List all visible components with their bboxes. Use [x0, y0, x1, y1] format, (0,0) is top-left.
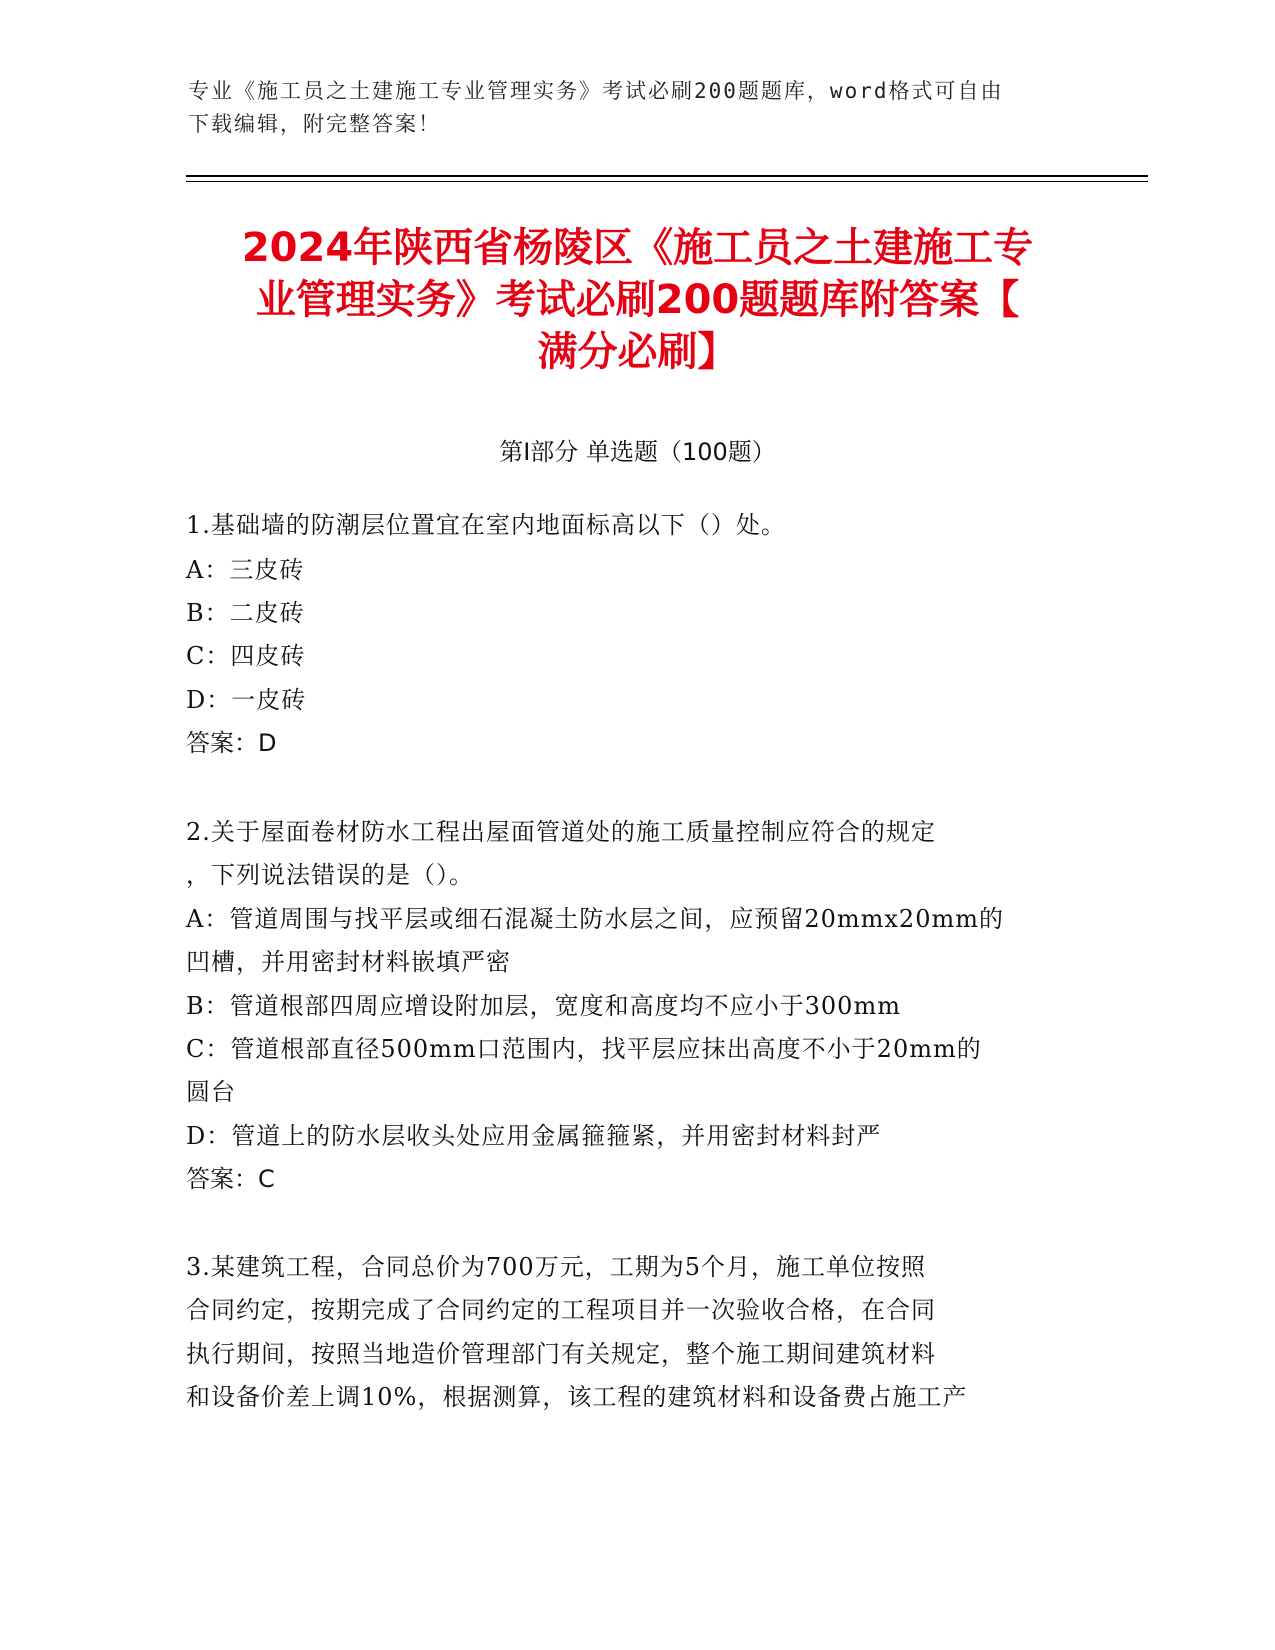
- header-rule-thin: [186, 181, 1148, 182]
- section-heading: 第Ⅰ部分 单选题（100题）: [499, 438, 776, 466]
- question-1-option-b: B：二皮砖: [186, 599, 305, 627]
- title-line-2: 业管理实务》考试必刷200题题库附答案【: [255, 277, 1020, 323]
- question-2-option-a-line-1: A：管道周围与找平层或细石混凝土防水层之间，应预留20mmx20mm的: [186, 905, 1004, 933]
- question-1-option-c: C：四皮砖: [186, 642, 306, 670]
- document-header: [188, 75, 1068, 141]
- question-2-option-d: D：管道上的防水层收头处应用金属箍箍紧，并用密封材料封严: [186, 1122, 882, 1150]
- question-2-option-b: B：管道根部四周应增设附加层，宽度和高度均不应小于300mm: [186, 992, 901, 1020]
- question-2-option-c-line-1: C：管道根部直径500mm口范围内，找平层应抹出高度不小于20mm的: [186, 1035, 982, 1063]
- question-2-option-a-line-2: 凹槽，并用密封材料嵌填严密: [186, 948, 511, 976]
- document-title: [180, 222, 1095, 378]
- question-1-answer: 答案：D: [186, 729, 277, 757]
- header-line-2: 下载编辑，附完整答案！: [188, 112, 441, 136]
- question-2-text-line-2: ，下列说法错误的是（）。: [186, 861, 474, 889]
- title-line-1: 2024年陕西省杨陵区《施工员之土建施工专: [241, 225, 1034, 271]
- question-1-text: 1.基础墙的防潮层位置宜在室内地面标高以下（）处。: [186, 511, 786, 539]
- question-3-text-line-1: 3.某建筑工程，合同总价为700万元，工期为5个月，施工单位按照: [186, 1253, 926, 1281]
- question-2-option-c-line-2: 圆台: [186, 1078, 236, 1106]
- question-1-option-d: D：一皮砖: [186, 686, 307, 714]
- question-2-text-line-1: 2.关于屋面卷材防水工程出屋面管道处的施工质量控制应符合的规定: [186, 818, 936, 846]
- question-1-option-a: A：三皮砖: [186, 556, 305, 584]
- header-line-1: 专业《施工员之土建施工专业管理实务》考试必刷200题题库，word格式可自由: [188, 79, 1004, 103]
- question-3-text-line-2: 合同约定，按期完成了合同约定的工程项目并一次验收合格，在合同: [186, 1296, 936, 1324]
- title-line-3: 满分必刷】: [537, 329, 738, 375]
- question-2-answer: 答案：C: [186, 1165, 275, 1193]
- question-3-text-line-4: 和设备价差上调10%，根据测算，该工程的建筑材料和设备费占施工产: [186, 1383, 968, 1411]
- question-3-text-line-3: 执行期间，按照当地造价管理部门有关规定，整个施工期间建筑材料: [186, 1340, 936, 1368]
- header-rule-thick: [186, 175, 1148, 177]
